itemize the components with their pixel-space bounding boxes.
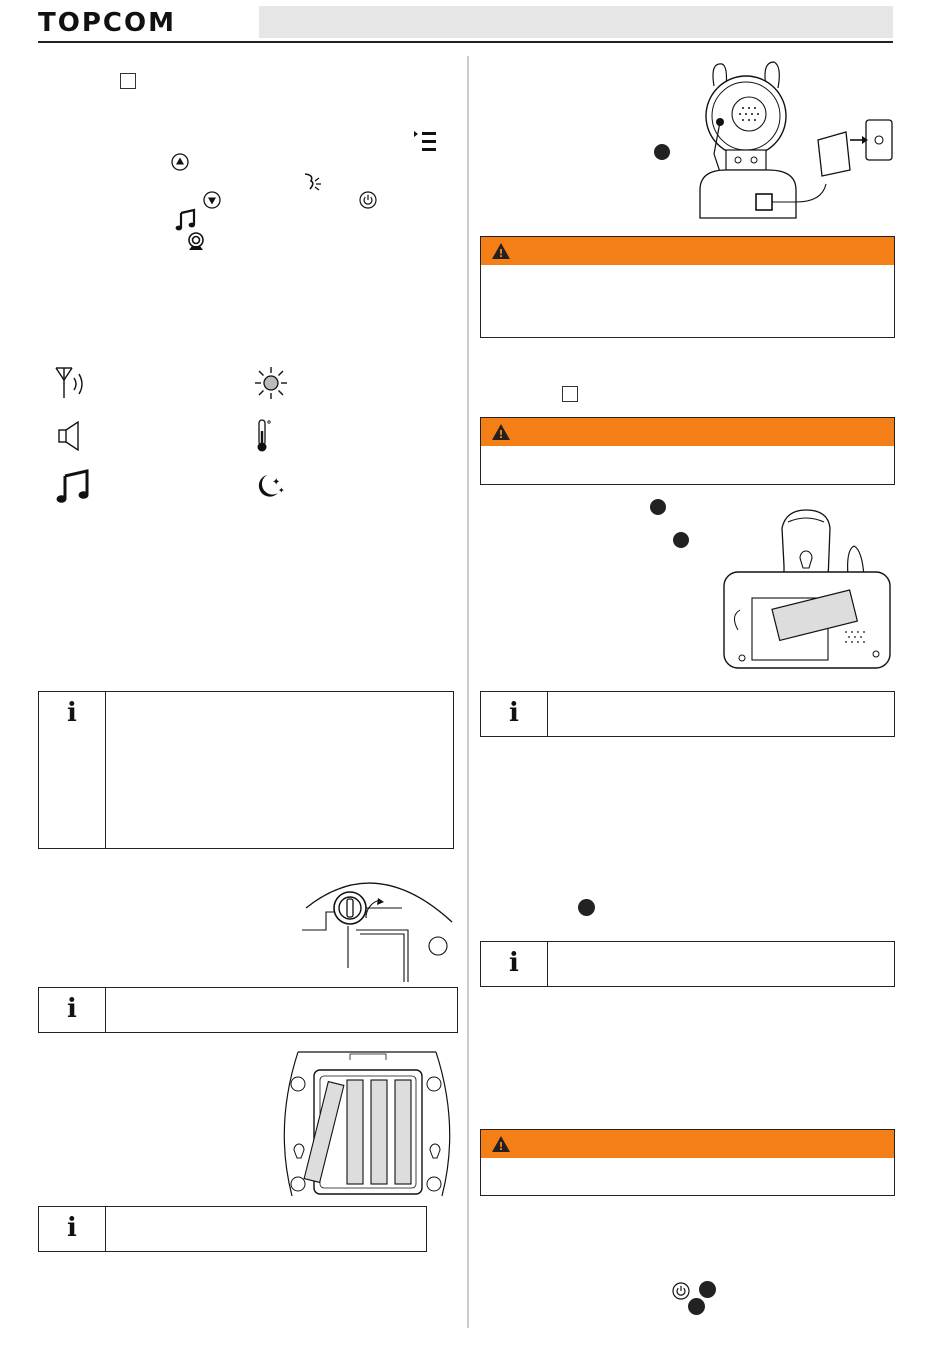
svg-text:!: ! xyxy=(498,1140,504,1153)
info-icon: i xyxy=(67,1213,77,1243)
thermometer-icon xyxy=(256,419,272,453)
step-marker-3 xyxy=(673,532,689,548)
warning-triangle-icon xyxy=(491,423,511,441)
warning-bar xyxy=(481,418,894,446)
camera-power-illustration xyxy=(696,58,896,222)
battery-cover-illustration xyxy=(296,870,458,988)
info-icon: i xyxy=(509,698,519,728)
warning-bar xyxy=(481,1130,894,1158)
power-icon-bottom xyxy=(672,1282,690,1300)
talk-icon xyxy=(302,172,324,192)
info-icon: i xyxy=(67,698,77,728)
svg-text:✦: ✦ xyxy=(278,486,285,495)
step-marker-6 xyxy=(688,1298,705,1315)
checkbox-square xyxy=(120,73,136,89)
warning-triangle-icon xyxy=(491,242,511,260)
info-icon: i xyxy=(67,994,77,1024)
step-marker-1 xyxy=(654,144,670,160)
header-bar xyxy=(259,6,893,38)
warning-box-2 xyxy=(480,417,895,485)
up-arrow-icon xyxy=(171,153,189,171)
down-arrow-icon xyxy=(203,191,221,209)
music-note-small-icon xyxy=(175,209,197,231)
info-box-right-2 xyxy=(480,941,895,987)
info-box-left-3 xyxy=(38,1206,427,1252)
warning-triangle-icon xyxy=(491,1135,511,1153)
info-box-right-1 xyxy=(480,691,895,737)
step-marker-5 xyxy=(699,1281,716,1298)
header-rule xyxy=(38,41,893,43)
column-divider xyxy=(467,56,469,1328)
signal-icon xyxy=(54,366,88,400)
power-icon xyxy=(359,191,377,209)
step-marker-4 xyxy=(578,899,595,916)
page-header xyxy=(0,0,950,44)
warning-box-3 xyxy=(480,1129,895,1196)
brand-logo: TOPCOM xyxy=(38,8,176,38)
camera-icon xyxy=(186,232,206,252)
warning-bar xyxy=(481,237,894,265)
menu-icon xyxy=(414,131,440,153)
warning-box-1 xyxy=(480,236,895,338)
speaker-icon xyxy=(58,421,82,451)
info-icon: i xyxy=(509,948,519,978)
night-light-icon xyxy=(254,473,286,501)
battery-compartment-illustration xyxy=(278,1046,456,1202)
parent-unit-illustration xyxy=(718,506,896,678)
svg-text:✦: ✦ xyxy=(272,477,281,488)
brightness-icon xyxy=(254,366,288,400)
step-marker-2 xyxy=(650,499,666,515)
svg-text:!: ! xyxy=(498,428,504,441)
svg-text:!: ! xyxy=(498,247,504,260)
checkbox-square-right xyxy=(562,386,578,402)
info-box-left-1 xyxy=(38,691,454,849)
info-box-left-2 xyxy=(38,987,458,1033)
music-note-icon xyxy=(56,470,90,504)
